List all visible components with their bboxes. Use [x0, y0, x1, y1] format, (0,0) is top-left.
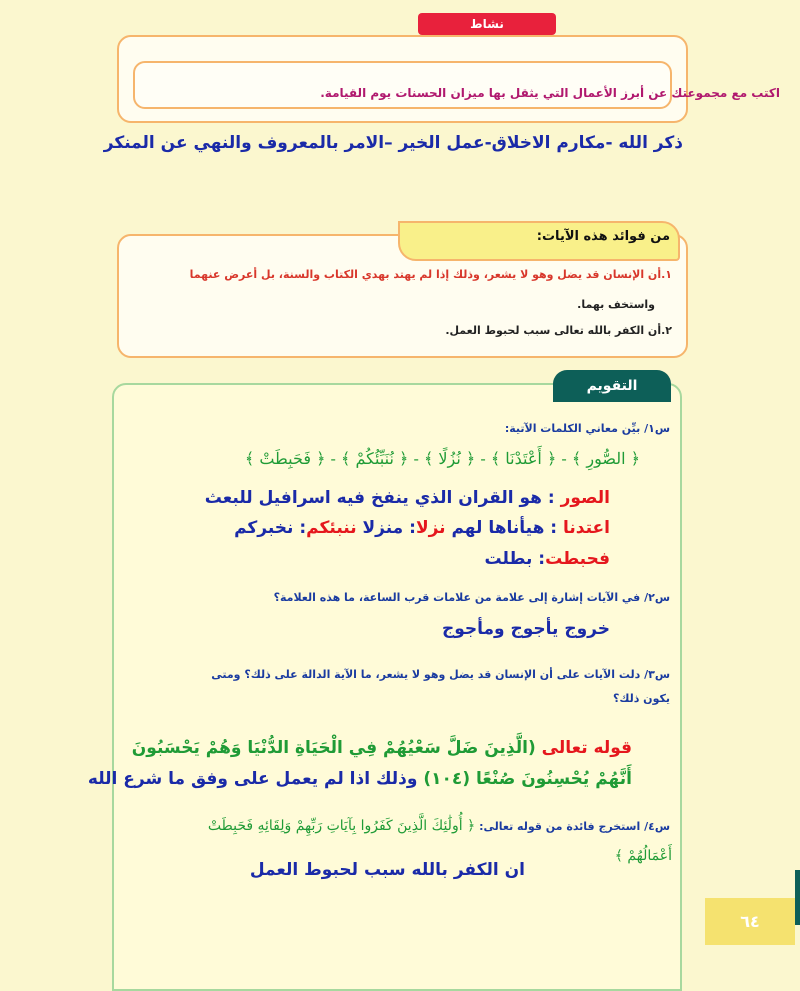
- question-4-verse-part-2: أَعْمَالُهُمْ ﴾: [614, 848, 672, 864]
- question-1: س١/ بيِّن معاني الكلمات الآتية:: [504, 422, 670, 435]
- answer-1-term-fahabitat: فحبطت: [545, 549, 610, 569]
- activity-text: اكتب مع مجموعتك عن أبرز الأعمال التي يثقل بها ميزان الحسنات يوم القيامة.: [320, 86, 780, 100]
- answer-1-meaning-nunabbiukum: : نخبركم: [234, 518, 307, 538]
- answer-1-meaning-nuzula: : منزلا: [356, 518, 416, 538]
- page-number: ٦٤: [705, 898, 795, 945]
- answer-1-meaning-fahabitat: : بطلت: [484, 549, 546, 569]
- answer-1-line-3: [485, 549, 611, 569]
- answer-1-meaning-sur: : هو القران الذي ينفخ فيه اسرافيل للبعث: [204, 488, 561, 508]
- question-4-verse-part-1: ﴿ أُولَٰئِكَ الَّذِينَ كَفَرُوا بِآيَاتِ رَبِّهِمْ وَلِقَائِهِ فَحَبِطَتْ: [207, 818, 476, 834]
- question-4-prompt: س٤/ استخرج فائدة من قوله تعالى:: [479, 820, 670, 833]
- activity-inner-frame: [133, 61, 672, 109]
- answer-3-intro: قوله تعالى: [535, 738, 632, 758]
- answer-4: ان الكفر بالله سبب لحبوط العمل: [249, 860, 525, 880]
- evaluation-box: [112, 383, 682, 991]
- answer-1-line-2: [234, 518, 610, 538]
- question-1-words: ﴿ الصُّورِ ﴾ - ﴿ أَعْتَدْنَا ﴾ - ﴿ نُزُلًا ﴾ - ﴿ نُنَبِّئُكُمْ ﴾ - ﴿ فَحَبِطَتْ ﴾: [244, 449, 640, 468]
- answer-3-verse-part-1: (الَّذِينَ ضَلَّ سَعْيُهُمْ فِي الْحَيَاةِ الدُّنْيَا وَهُمْ يَحْسَبُونَ: [131, 738, 536, 758]
- answer-3-explanation: وذلك اذا لم يعمل على وفق ما شرع الله: [87, 769, 424, 789]
- benefits-title: من فوائد هذه الآيات:: [536, 229, 670, 244]
- question-3-line-1: س٣/ دلت الآيات على أن الإنسان قد يضل وهو لا يشعر، ما الآية الدالة على ذلك؟ ومتى: [211, 668, 670, 681]
- answer-3-line-1: [132, 738, 632, 758]
- answer-1-term-atadna: اعتدنا: [563, 518, 610, 538]
- question-4-line-1: [208, 818, 670, 834]
- answer-1-meaning-atadna: : هيأناها لهم: [445, 518, 564, 538]
- answer-1-line-1: [205, 488, 610, 508]
- answer-1-term-sur: الصور: [560, 488, 610, 508]
- evaluation-tab: التقويم: [553, 370, 671, 402]
- side-strip: [795, 870, 800, 925]
- question-3-line-2: يكون ذلك؟: [612, 692, 670, 705]
- benefit-2: ٢.أن الكفر بالله تعالى سبب لحبوط العمل.: [445, 324, 672, 337]
- activity-box: [117, 35, 688, 123]
- benefit-1-line-2: واستخف بهما.: [577, 298, 655, 311]
- answer-1-term-nuzula: نزلا: [415, 518, 446, 538]
- answer-2: خروج يأجوج ومأجوج: [441, 619, 610, 639]
- answer-3-verse-part-2: أَنَّهُمْ يُحْسِنُونَ صُنْعًا (١٠٤): [423, 769, 632, 789]
- answer-1-term-nunabbiukum: ننبئكم: [306, 518, 357, 538]
- question-2: س٢/ في الآيات إشارة إلى علامة من علامات قرب الساعة، ما هذه العلامة؟: [273, 591, 670, 604]
- benefit-1-line-1: ١.أن الإنسان قد يضل وهو لا يشعر، وذلك إذا لم يهتد بهدي الكتاب والسنة، بل أعرض عنهما: [189, 268, 672, 281]
- answer-3-line-2: [88, 769, 632, 789]
- activity-answer: ذكر الله -مكارم الاخلاق-عمل الخير –الامر بالمعروف والنهي عن المنكر: [103, 133, 683, 153]
- activity-tag: نشاط: [418, 13, 556, 35]
